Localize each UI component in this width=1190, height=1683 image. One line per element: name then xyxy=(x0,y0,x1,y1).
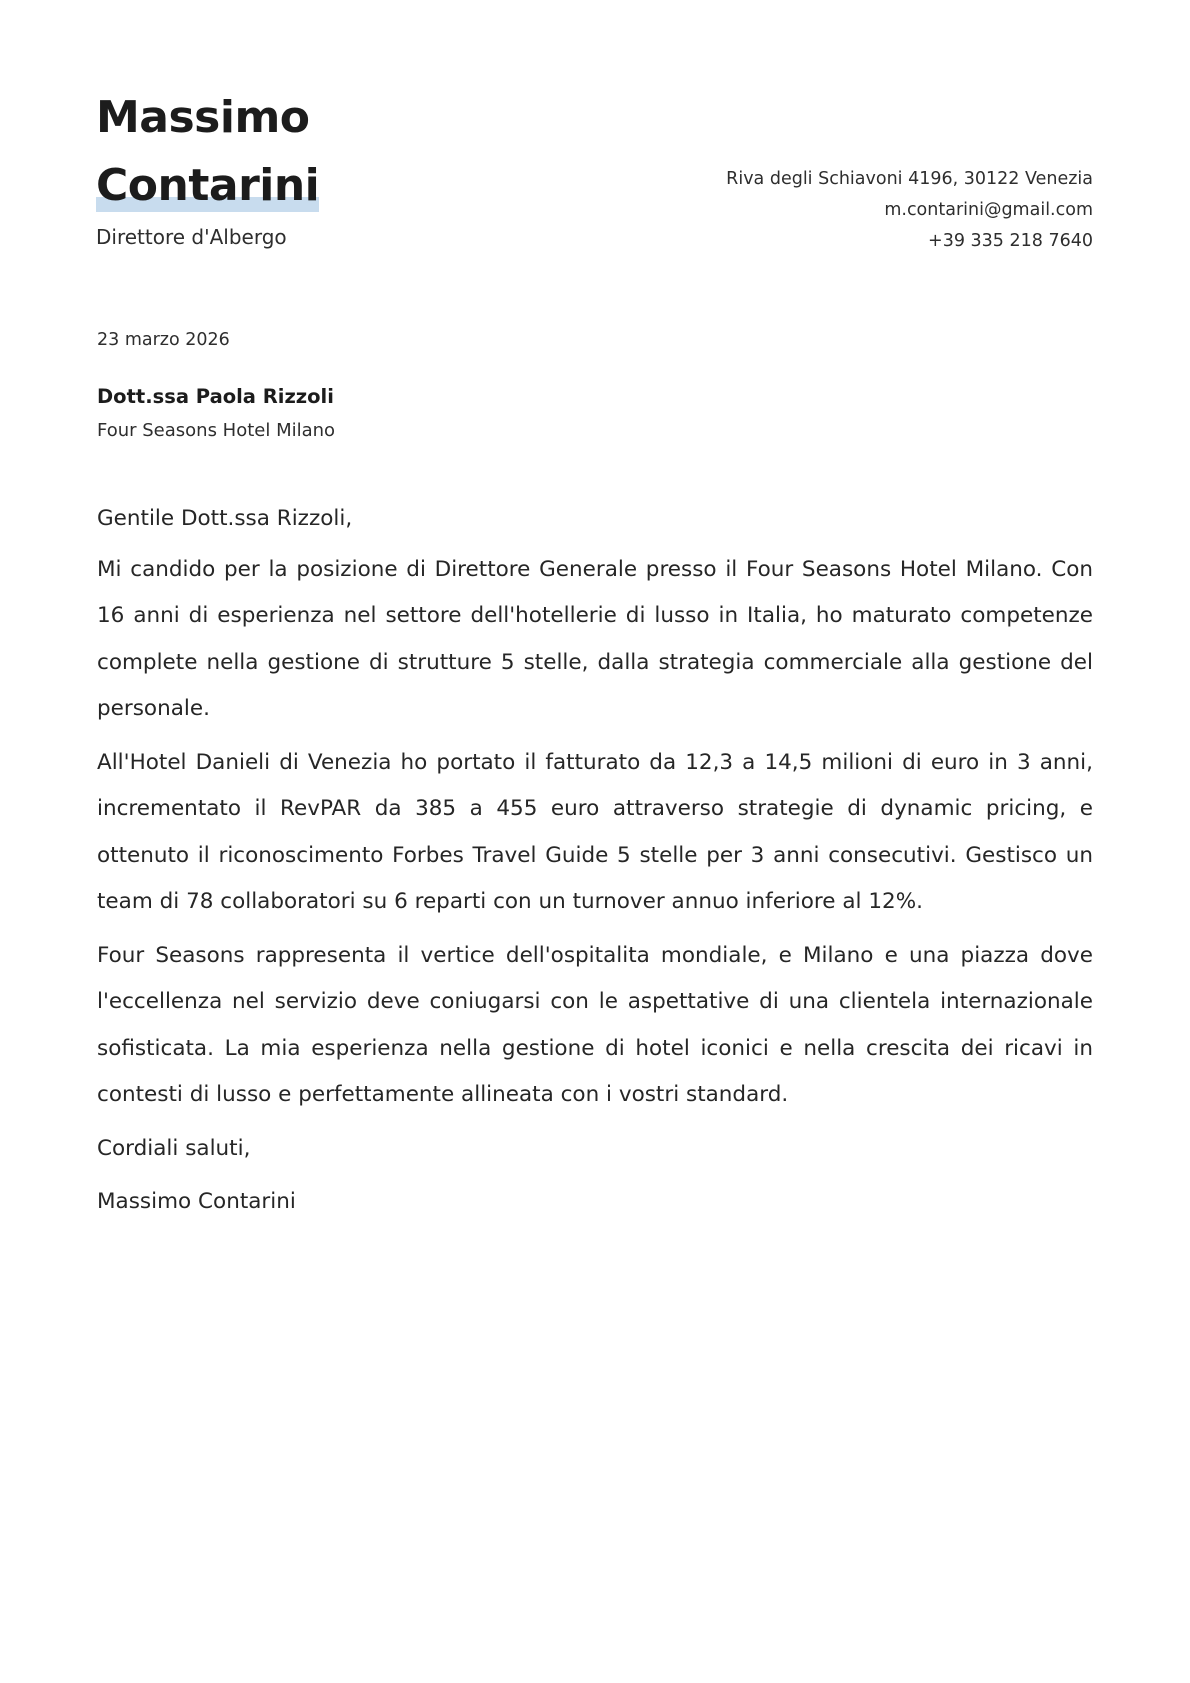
recipient-name: Dott.ssa Paola Rizzoli xyxy=(97,385,334,408)
letter-date: 23 marzo 2026 xyxy=(97,330,230,350)
job-title: Direttore d'Albergo xyxy=(96,225,287,249)
body-paragraph-3: Four Seasons rappresenta il vertice dell'ospitalita mondiale, e Milano e una piazza dove l'eccellenza nel servizio deve coniugarsi con le aspettative di una clientela internazionale sofisticata. La mia esperienza nella gestione di hotel iconici e nella crescita dei ricavi in contesti di lusso e perfettamente allineata con i vostri standard. xyxy=(97,942,1093,1107)
contact-email: m.contarini@gmail.com xyxy=(884,200,1093,220)
recipient-block xyxy=(97,383,335,445)
last-name-highlighted: Contarini xyxy=(96,152,319,220)
body-paragraph-1: Mi candido per la posizione di Direttore Generale presso il Four Seasons Hotel Milano. Con 16 anni di esperienza nel settore dell'hotellerie di lusso in Italia, ho maturato competenze complete nella gestione di strutture 5 stelle, dalla strategia commerciale alla gestione del personale. xyxy=(97,556,1093,721)
recipient-company: Four Seasons Hotel Milano xyxy=(97,420,336,441)
letter-body xyxy=(97,496,1093,1233)
body-paragraph-2: All'Hotel Danieli di Venezia ho portato il fatturato da 12,3 a 14,5 milioni di euro in 3 anni, incrementato il RevPAR da 385 a 455 euro attraverso strategie di dynamic pricing, e ottenuto il riconoscimento Forbes Travel Guide 5 stelle per 3 anni consecutivi. Gestisco un team di 78 collaboratori su 6 reparti con un turnover annuo inferiore al 12%. xyxy=(97,749,1093,914)
contact-address: Riva degli Schiavoni 4196, 30122 Venezia xyxy=(726,169,1093,189)
signature: Massimo Contarini xyxy=(97,1189,296,1214)
first-name: Massimo xyxy=(96,92,310,143)
header-name-block xyxy=(96,84,319,251)
greeting: Gentile Dott.ssa Rizzoli, xyxy=(97,506,353,531)
contact-info xyxy=(726,164,1093,257)
contact-phone: +39 335 218 7640 xyxy=(928,231,1093,251)
closing: Cordiali saluti, xyxy=(97,1135,251,1161)
